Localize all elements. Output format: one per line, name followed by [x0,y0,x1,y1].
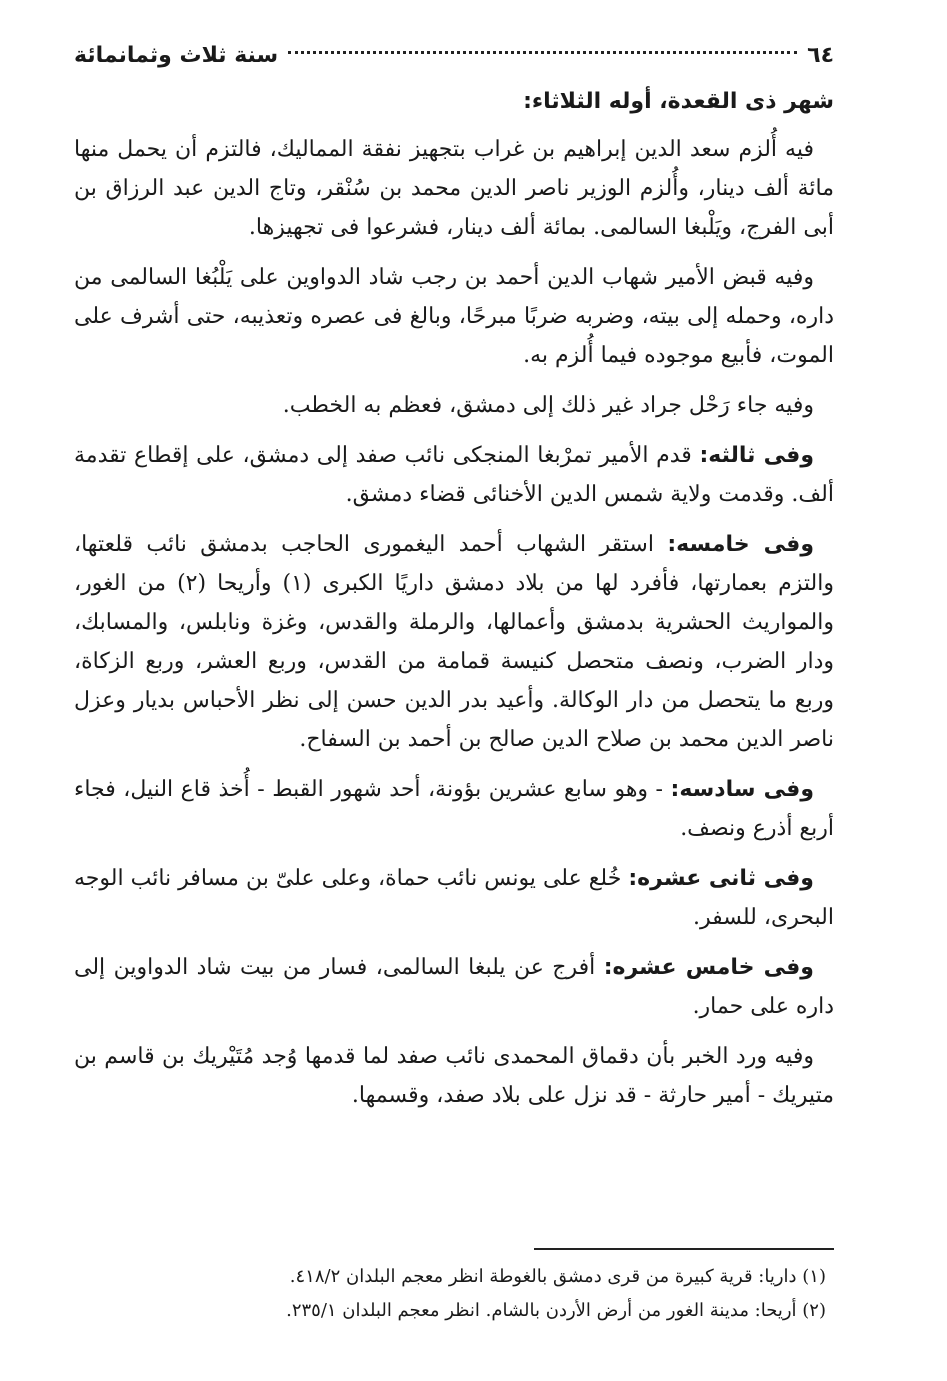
paragraph [74,859,834,937]
paragraph [74,130,834,247]
paragraph-lead: وفى خامسه: [667,532,815,557]
paragraph-text: وفيه قبض الأمير شهاب الدين أحمد بن رجب شاد الدواوين على يَلْبُغا السالمى من داره، وحمله إلى بيته، وضربه ضربًا مبرحًا، وبالغ فى عصره وتعذيبه، حتى أشرف على الموت، فأبيع موجوده فيما أُلزم به. [74,265,834,368]
month-heading: شهر ذى القعدة، أوله الثلاثاء: [523,89,834,114]
paragraph [74,258,834,375]
paragraph-text: وفيه ورد الخبر بأن دقماق المحمدى نائب صفد لما قدمها وُجد مُتَيْريك بن قاسم بن متيريك - أمير حارثة - قد نزل على بلاد صفد، وقسمها. [74,1044,834,1108]
paragraph-text: وفيه جاء رَحْل جراد غير ذلك إلى دمشق، فعظم به الخطب. [282,393,814,418]
paragraph [74,770,834,848]
paragraph [74,1037,834,1115]
paragraph-text: خُلع على يونس نائب حماة، وعلى علىّ بن مسافر نائب الوجه البحرى، للسفر. [74,866,834,930]
paragraph-text: - وهو سابع عشرين بؤونة، أحد شهور القبط - أُخذ قاع النيل، فجاء أربع أذرع ونصف. [74,777,834,841]
leader-dots [288,51,797,54]
running-header [74,38,834,74]
page-number: ٦٤ [807,43,834,68]
footnote-rule [534,1248,834,1250]
paragraph [74,525,834,759]
running-title: سنة ثلاث وثمانمائة [74,43,279,68]
footnotes [74,1248,834,1328]
paragraph-text: استقر الشهاب أحمد اليغمورى الحاجب بدمشق نائب قلعتها، والتزم بعمارتها، فأفرد لها من بلاد دمشق داريًا الكبرى (١) وأريحا (٢) من الغور، والمواريث الحشرية بدمشق وأعمالها، والرملة والقدس، وغزة ونابلس، والمسابك، ودار الضرب، ونصف متحصل كنيسة قمامة من القدس، وربع العشر، وربع الزكاة، وربع ما يتحصل من دار الوكالة. وأعيد بدر الدين حسن إلى نظر الأحباس بديار وعزل ناصر الدين محمد بن صلاح الدين صالح بن أحمد بن السفاح. [74,532,834,752]
paragraph-lead: وفى ثالثه: [699,443,814,468]
paragraph-lead: وفى سادسه: [670,777,814,802]
paragraph-lead: وفى خامس عشره: [603,955,814,980]
paragraph-text: قدم الأمير تمرْبغا المنجكى نائب صفد إلى دمشق، على إقطاع تقدمة ألف. وقدمت ولاية شمس الدين الأخنائى قضاء دمشق. [74,443,834,507]
paragraph-text: فيه أُلزم سعد الدين إبراهيم بن غراب بتجهيز نفقة المماليك، فالتزم أن يحمل منها مائة ألف دينار، وأُلزم الوزير ناصر الدين محمد بن سُنْقر، وتاج الدين عبد الرزاق بن أبى الفرج، ويَلْبغا السالمى. بمائة ألف دينار، فشرعوا فى تجهيزها. [74,137,834,240]
paragraph [74,386,834,425]
page-body [74,38,834,1126]
footnote: (٢) أريحا: مدينة الغور من أرض الأردن بالشام. انظر معجم البلدان ٢٣٥/١. [286,1300,826,1321]
paragraph [74,948,834,1026]
paragraph-lead: وفى ثانى عشره: [628,866,814,891]
paragraph [74,436,834,514]
paragraph-text: أفرج عن يلبغا السالمى، فسار من بيت شاد الدواوين إلى داره على حمار. [74,955,834,1019]
footnote: (١) داريا: قرية كبيرة من قرى دمشق بالغوطة انظر معجم البلدان ٤١٨/٢. [289,1266,826,1287]
